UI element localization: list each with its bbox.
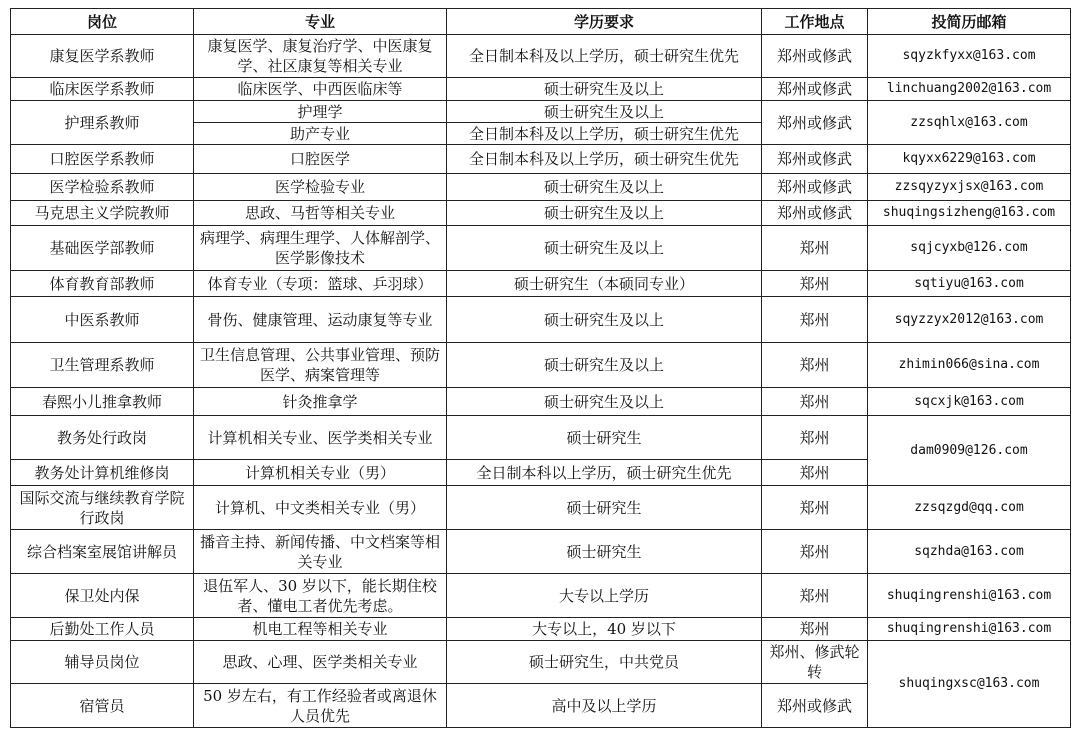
position-cell: 临床医学系教师	[11, 78, 194, 101]
position-cell: 国际交流与继续教育学院行政岗	[11, 486, 194, 530]
location-cell: 郑州	[762, 388, 868, 416]
major-cell: 针灸推拿学	[194, 388, 447, 416]
location-cell: 郑州或修武	[762, 78, 868, 101]
position-cell: 卫生管理系教师	[11, 343, 194, 388]
email-cell: sqjcyxb@126.com	[868, 226, 1071, 271]
table-row	[11, 530, 1071, 574]
email-cell: sqtiyu@163.com	[868, 271, 1071, 297]
position-cell: 宿管员	[11, 684, 194, 728]
header-education: 学历要求	[447, 9, 762, 35]
table-row	[11, 297, 1071, 343]
position-cell: 护理系教师	[11, 101, 194, 145]
email-cell: dam0909@126.com	[868, 416, 1071, 486]
position-cell: 辅导员岗位	[11, 641, 194, 684]
education-cell: 硕士研究生	[447, 530, 762, 574]
location-cell: 郑州	[762, 618, 868, 641]
education-cell: 全日制本科以上学历，硕士研究生优先	[447, 460, 762, 486]
education-cell: 大专以上，40 岁以下	[447, 618, 762, 641]
education-cell: 硕士研究生	[447, 416, 762, 460]
major-cell: 卫生信息管理、公共事业管理、预防医学、病案管理等	[194, 343, 447, 388]
position-cell: 教务处计算机维修岗	[11, 460, 194, 486]
location-cell: 郑州或修武	[762, 201, 868, 226]
email-cell: zhimin066@sina.com	[868, 343, 1071, 388]
major-cell: 助产专业	[194, 123, 447, 145]
email-cell: sqyzzyx2012@163.com	[868, 297, 1071, 343]
location-cell: 郑州或修武	[762, 101, 868, 145]
table-row	[11, 574, 1071, 618]
position-cell: 口腔医学系教师	[11, 145, 194, 174]
table-row	[11, 388, 1071, 416]
location-cell: 郑州	[762, 486, 868, 530]
table-row	[11, 226, 1071, 271]
table-row	[11, 486, 1071, 530]
education-cell: 硕士研究生及以上	[447, 226, 762, 271]
major-cell: 播音主持、新闻传播、中文档案等相关专业	[194, 530, 447, 574]
email-cell: sqyzkfyxx@163.com	[868, 35, 1071, 78]
education-cell: 大专以上学历	[447, 574, 762, 618]
position-cell: 医学检验系教师	[11, 174, 194, 201]
position-cell: 春熙小儿推拿教师	[11, 388, 194, 416]
location-cell: 郑州、修武轮转	[762, 641, 868, 684]
location-cell: 郑州	[762, 416, 868, 460]
location-cell: 郑州	[762, 297, 868, 343]
education-cell: 硕士研究生及以上	[447, 201, 762, 226]
table-row	[11, 271, 1071, 297]
table-row	[11, 618, 1071, 641]
email-cell: sqcxjk@163.com	[868, 388, 1071, 416]
location-cell: 郑州或修武	[762, 684, 868, 728]
position-cell: 体育教育部教师	[11, 271, 194, 297]
email-cell: shuqingsizheng@163.com	[868, 201, 1071, 226]
education-cell: 硕士研究生及以上	[447, 78, 762, 101]
email-cell: shuqingrenshi@163.com	[868, 618, 1071, 641]
header-row	[11, 9, 1071, 35]
education-cell: 高中及以上学历	[447, 684, 762, 728]
location-cell: 郑州	[762, 574, 868, 618]
education-cell: 硕士研究生（本硕同专业）	[447, 271, 762, 297]
email-cell: zzsqzgd@qq.com	[868, 486, 1071, 530]
email-cell: linchuang2002@163.com	[868, 78, 1071, 101]
education-cell: 硕士研究生及以上	[447, 343, 762, 388]
location-cell: 郑州	[762, 226, 868, 271]
major-cell: 思政、马哲等相关专业	[194, 201, 447, 226]
location-cell: 郑州	[762, 460, 868, 486]
position-cell: 保卫处内保	[11, 574, 194, 618]
major-cell: 计算机、中文类相关专业（男）	[194, 486, 447, 530]
education-cell: 全日制本科及以上学历，硕士研究生优先	[447, 123, 762, 145]
major-cell: 退伍军人、30 岁以下，能长期住校者、懂电工者优先考虑。	[194, 574, 447, 618]
header-major: 专业	[194, 9, 447, 35]
header-email: 投简历邮箱	[868, 9, 1071, 35]
table-row	[11, 343, 1071, 388]
table-row	[11, 201, 1071, 226]
major-cell: 思政、心理、医学类相关专业	[194, 641, 447, 684]
major-cell: 机电工程等相关专业	[194, 618, 447, 641]
header-position: 岗位	[11, 9, 194, 35]
table-row	[11, 174, 1071, 201]
table-row	[11, 78, 1071, 101]
table-row	[11, 35, 1071, 78]
email-cell: kqyxx6229@163.com	[868, 145, 1071, 174]
education-cell: 全日制本科及以上学历，硕士研究生优先	[447, 35, 762, 78]
location-cell: 郑州	[762, 271, 868, 297]
location-cell: 郑州	[762, 343, 868, 388]
table-row	[11, 101, 1071, 123]
education-cell: 硕士研究生及以上	[447, 101, 762, 123]
education-cell: 硕士研究生	[447, 486, 762, 530]
major-cell: 护理学	[194, 101, 447, 123]
recruitment-table	[10, 8, 1071, 728]
education-cell: 硕士研究生，中共党员	[447, 641, 762, 684]
email-cell: zzsqhlx@163.com	[868, 101, 1071, 145]
major-cell: 临床医学、中西医临床等	[194, 78, 447, 101]
table-row	[11, 145, 1071, 174]
education-cell: 硕士研究生及以上	[447, 388, 762, 416]
email-cell: shuqingrenshi@163.com	[868, 574, 1071, 618]
education-cell: 全日制本科及以上学历，硕士研究生优先	[447, 145, 762, 174]
header-location: 工作地点	[762, 9, 868, 35]
major-cell: 计算机相关专业（男）	[194, 460, 447, 486]
position-cell: 马克思主义学院教师	[11, 201, 194, 226]
email-cell: zzsqyzyxjsx@163.com	[868, 174, 1071, 201]
position-cell: 基础医学部教师	[11, 226, 194, 271]
major-cell: 体育专业（专项：篮球、乒羽球）	[194, 271, 447, 297]
location-cell: 郑州	[762, 530, 868, 574]
table-row	[11, 641, 1071, 684]
major-cell: 50 岁左右，有工作经验者或离退休人员优先	[194, 684, 447, 728]
major-cell: 康复医学、康复治疗学、中医康复学、社区康复等相关专业	[194, 35, 447, 78]
email-cell: shuqingxsc@163.com	[868, 641, 1071, 728]
position-cell: 中医系教师	[11, 297, 194, 343]
education-cell: 硕士研究生及以上	[447, 297, 762, 343]
location-cell: 郑州或修武	[762, 145, 868, 174]
location-cell: 郑州或修武	[762, 35, 868, 78]
table-row	[11, 416, 1071, 460]
major-cell: 口腔医学	[194, 145, 447, 174]
education-cell: 硕士研究生及以上	[447, 174, 762, 201]
location-cell: 郑州或修武	[762, 174, 868, 201]
major-cell: 医学检验专业	[194, 174, 447, 201]
position-cell: 综合档案室展馆讲解员	[11, 530, 194, 574]
major-cell: 骨伤、健康管理、运动康复等专业	[194, 297, 447, 343]
email-cell: sqzhda@163.com	[868, 530, 1071, 574]
position-cell: 康复医学系教师	[11, 35, 194, 78]
major-cell: 计算机相关专业、医学类相关专业	[194, 416, 447, 460]
major-cell: 病理学、病理生理学、人体解剖学、医学影像技术	[194, 226, 447, 271]
position-cell: 后勤处工作人员	[11, 618, 194, 641]
position-cell: 教务处行政岗	[11, 416, 194, 460]
